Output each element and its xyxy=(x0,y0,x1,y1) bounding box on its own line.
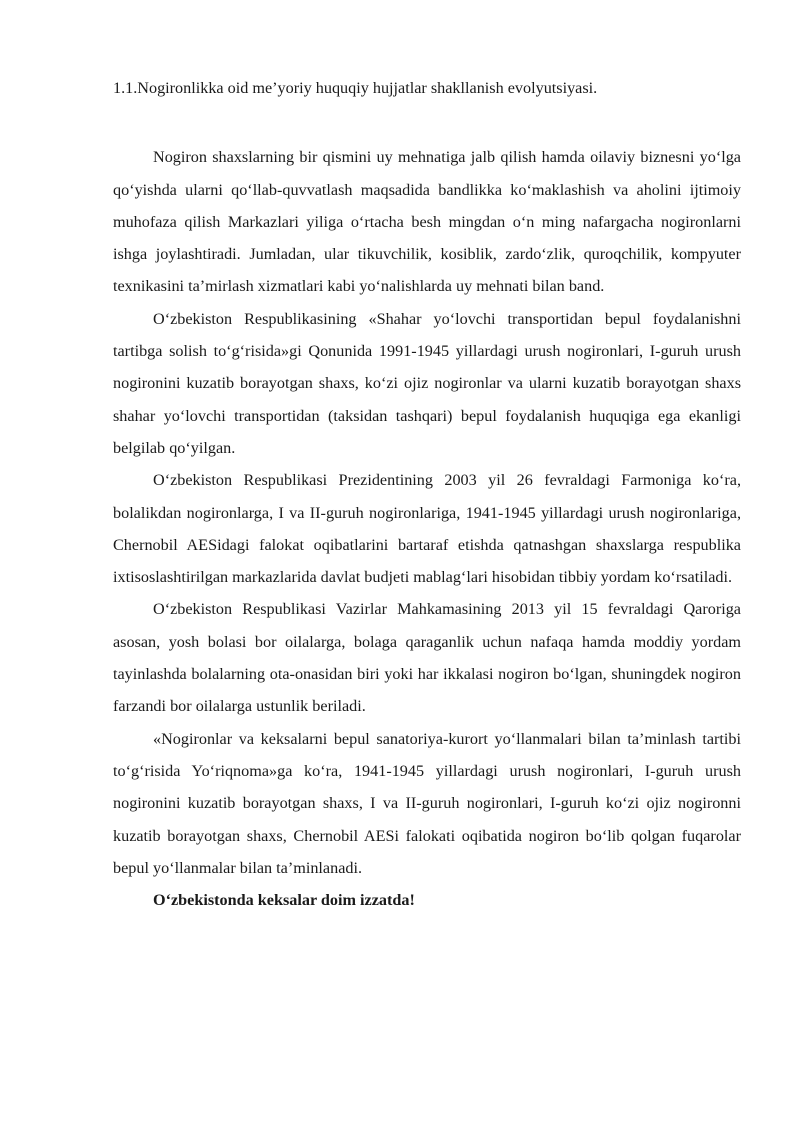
paragraph-cabinet-resolution: O‘zbekiston Respublikasi Vazirlar Mahkamasining 2013 yil 15 fevraldagi Qaroriga asosan, yosh bolasi bor oilalarga, bolaga qaraganlik uchun nafaqa hamda moddiy yordam tayinlashda bolalarning ota-onasidan biri yoki har ikkalasi nogiron bo‘lgan, shuningdek nogiron farzandi bor oilalarga ustunlik beriladi. xyxy=(113,600,741,716)
paragraph-home-employment: Nogiron shaxslarning bir qismini uy mehnatiga jalb qilish hamda oilaviy biznesni yo‘lga qo‘yishda ularni qo‘llab-quvvatlash maqsadida bandlikka ko‘maklashish va aholini ijtimoiy muhofaza qilish Markazlari yiliga o‘rtacha besh mingdan o‘n ming nafargacha nogironlarni ishga joylashtiradi. Jumladan, ular tikuvchilik, kosiblik, zardo‘zlik, quroqchilik, kompyuter texnikasini ta’mirlash xizmatlari kabi yo‘nalishlarda uy mehnati bilan band. xyxy=(113,148,741,296)
paragraph-transport-law: O‘zbekiston Respublikasining «Shahar yo‘lovchi transportidan bepul foydalanishni tartibga solish to‘g‘risida»gi Qonunida 1991-1945 yillardagi urush nogironlari, I-guruh urush nogironini kuzatib borayotgan shaxs, ko‘zi ojiz nogironlar va ularni kuzatib borayotgan shaxs shahar yo‘lovchi transportidan (taksidan tashqari) bepul foydalanish huquqiga ega ekanligi belgilab qo‘yilgan. xyxy=(113,309,741,457)
document-body xyxy=(113,72,741,916)
section-heading: 1.1.Nogironlikka oid me’yoriy huquqiy hujjatlar shakllanish evolyutsiyasi. xyxy=(113,79,598,97)
paragraph-sanatorium-instruction: «Nogironlar va keksalarni bepul sanatoriya-kurort yo‘llanmalari bilan ta’minlash tartibi to‘g‘risida Yo‘riqnoma»ga ko‘ra, 1941-1945 yillardagi urush nogironlari, I-guruh urush nogironini kuzatib borayotgan shaxs, I va II-guruh nogironlari, I-guruh ko‘zi ojiz nogironni kuzatib borayotgan shaxs, Chernobil AESi falokati oqibatida nogiron bo‘lib qolgan fuqarolar bepul yo‘llanmalar bilan ta’minlanadi. xyxy=(113,729,741,877)
closing-statement: O‘zbekistonda keksalar doim izzatda! xyxy=(153,891,415,910)
paragraph-presidential-decree: O‘zbekiston Respublikasi Prezidentining 2003 yil 26 fevraldagi Farmoniga ko‘ra, bolalikdan nogironlarga, I va II-guruh nogironlariga, 1941-1945 yillardagi urush nogironlariga, Chernobil AESidagi falokat oqibatlarini bartaraf etishda qatnashgan shaxslarga respublika ixtisoslashtirilgan markazlarida davlat budjeti mablag‘lari hisobidan tibbiy yordam ko‘rsatiladi. xyxy=(113,471,741,587)
